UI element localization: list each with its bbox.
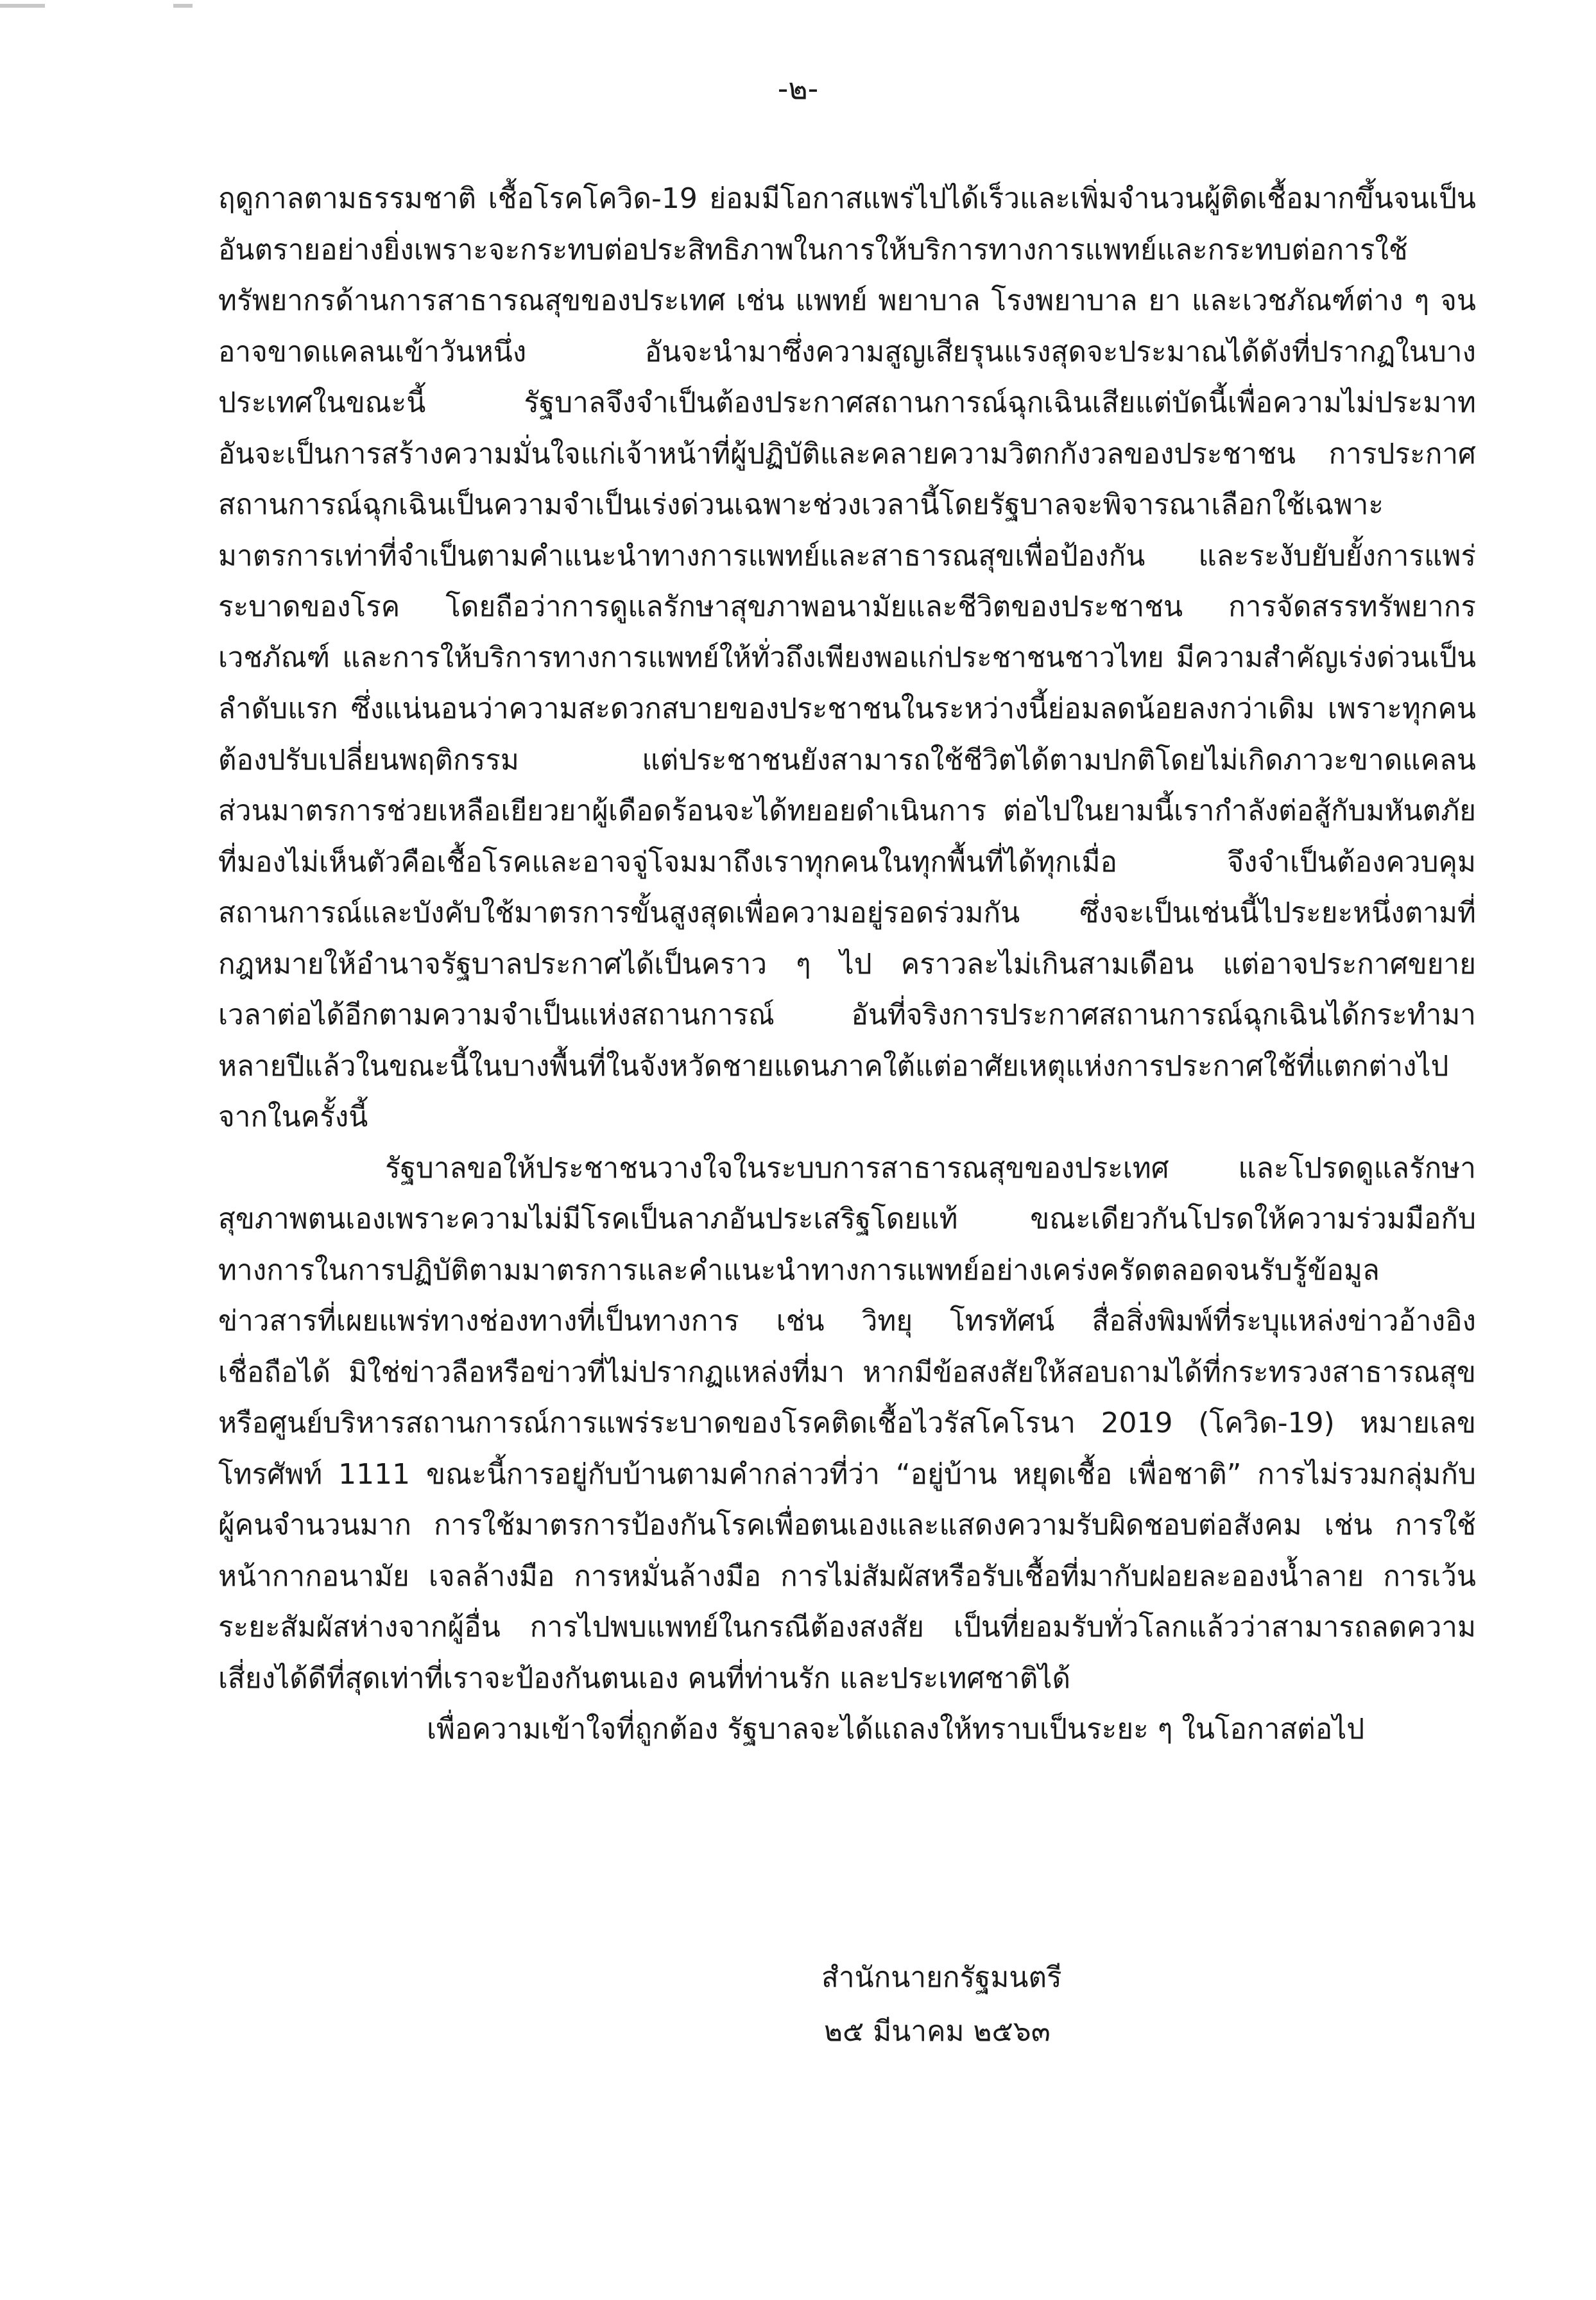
paragraph-line: โทรศัพท์ 1111 ขณะนี้การอยู่กับบ้านตามคำกล่าวที่ว่า “อยู่บ้าน หยุดเชื้อ เพื่อชาติ” การไม่รวมกลุ่มกับ: [218, 1457, 1476, 1491]
paragraph-line: ข่าวสารที่เผยแพร่ทางช่องทางที่เป็นทางการ เช่น วิทยุ โทรทัศน์ สื่อสิ่งพิมพ์ที่ระบุแหล่งข่าวอ้างอิง: [218, 1305, 1476, 1337]
paragraph-line: กฎหมายให้อำนาจรัฐบาลประกาศได้เป็นคราว ๆ ไป คราวละไม่เกินสามเดือน แต่อาจประกาศขยาย: [218, 947, 1476, 981]
paragraph-line: ต้องปรับเปลี่ยนพฤติกรรม แต่ประชาชนยังสามารถใช้ชีวิตได้ตามปกติโดยไม่เกิดภาวะขาดแคลน: [218, 743, 1476, 777]
document-body: [218, 173, 1476, 1755]
issue-date: ๒๕ มีนาคม ๒๕๖๓: [824, 2015, 1051, 2048]
paragraph-line: หรือศูนย์บริหารสถานการณ์การแพร่ระบาดของโรคติดเชื้อไวรัสโคโรนา 2019 (โควิด-19) หมายเลข: [218, 1407, 1476, 1439]
paragraph-line: ระบาดของโรค โดยถือว่าการดูแลรักษาสุขภาพอนามัยและชีวิตของประชาชน การจัดสรรทรัพยากร: [218, 590, 1476, 623]
scan-edge-mark: [0, 4, 45, 8]
paragraph-line: หลายปีแล้วในขณะนี้ในบางพื้นที่ในจังหวัดชายแดนภาคใต้แต่อาศัยเหตุแห่งการประกาศใช้ที่แตกต่างไป: [218, 1049, 1449, 1083]
paragraph-line: ที่มองไม่เห็นตัวคือเชื้อโรคและอาจจู่โจมมาถึงเราทุกคนในทุกพื้นที่ได้ทุกเมื่อ จึงจำเป็นต้องควบคุม: [218, 845, 1476, 879]
paragraph-line: ส่วนมาตรการช่วยเหลือเยียวยาผู้เดือดร้อนจะได้ทยอยดำเนินการ ต่อไปในยามนี้เรากำลังต่อสู้กับมหันตภัย: [218, 794, 1476, 827]
paragraph-line: ผู้คนจำนวนมาก การใช้มาตรการป้องกันโรคเพื่อตนเองและแสดงความรับผิดชอบต่อสังคม เช่น การใช้: [218, 1509, 1476, 1541]
issuing-office: สำนักนายกรัฐมนตรี: [821, 1961, 1062, 1994]
paragraph-line: ประเทศในขณะนี้ รัฐบาลจึงจำเป็นต้องประกาศสถานการณ์ฉุกเฉินเสียแต่บัดนี้เพื่อความไม่ประมาท: [218, 386, 1476, 419]
paragraph-line: จากในครั้งนี้: [218, 1101, 368, 1133]
paragraph-line: ฤดูกาลตามธรรมชาติ เชื้อโรคโควิด-19 ย่อมมีโอกาสแพร่ไปได้เร็วและเพิ่มจำนวนผู้ติดเชื้อมากขึ้นจนเป็น: [218, 182, 1476, 215]
paragraph-line: มาตรการเท่าที่จำเป็นตามคำแนะนำทางการแพทย์และสาธารณสุขเพื่อป้องกัน และระงับยับยั้งการแพร่: [218, 539, 1476, 572]
signature-block: [821, 1951, 1271, 2059]
paragraph-line: สถานการณ์และบังคับใช้มาตรการขั้นสูงสุดเพื่อความอยู่รอดร่วมกัน ซึ่งจะเป็นเช่นนี้ไประยะหนึ่งตามที่: [218, 897, 1476, 929]
paragraph-line: เวลาต่อได้อีกตามความจำเป็นแห่งสถานการณ์ อันที่จริงการประกาศสถานการณ์ฉุกเฉินได้กระทำมา: [218, 999, 1476, 1031]
paragraph-line: ระยะสัมผัสห่างจากผู้อื่น การไปพบแพทย์ในกรณีต้องสงสัย เป็นที่ยอมรับทั่วโลกแล้วว่าสามารถลดความ: [218, 1611, 1476, 1643]
paragraph-line: เวชภัณฑ์ และการให้บริการทางการแพทย์ให้ทั่วถึงเพียงพอแก่ประชาชนชาวไทย มีความสำคัญเร่งด่วนเป็น: [218, 641, 1476, 674]
paragraph-line: เชื่อถือได้ มิใช่ข่าวลือหรือข่าวที่ไม่ปรากฏแหล่งที่มา หากมีข้อสงสัยให้สอบถามได้ที่กระทรวงสาธารณสุข: [218, 1355, 1476, 1389]
scan-edge-mark: [173, 4, 193, 8]
paragraph-line: เสี่ยงได้ดีที่สุดเท่าที่เราจะป้องกันตนเอง คนที่ท่านรัก และประเทศชาติได้: [218, 1661, 1071, 1695]
paragraph-line: ทางการในการปฏิบัติตามมาตรการและคำแนะนำทางการแพทย์อย่างเคร่งครัดตลอดจนรับรู้ข้อมูล: [218, 1253, 1380, 1287]
paragraph-first-line: รัฐบาลขอให้ประชาชนวางใจในระบบการสาธารณสุขของประเทศ และโปรดดูแลรักษา: [385, 1151, 1476, 1185]
paragraph-line: ลำดับแรก ซึ่งแน่นอนว่าความสะดวกสบายของประชาชนในระหว่างนี้ย่อมลดน้อยลงกว่าเดิม เพราะทุกคน: [218, 692, 1476, 725]
closing-paragraph: เพื่อความเข้าใจที่ถูกต้อง รัฐบาลจะได้แถลงให้ทราบเป็นระยะ ๆ ในโอกาสต่อไป: [427, 1713, 1365, 1746]
paragraph-line: หน้ากากอนามัย เจลล้างมือ การหมั่นล้างมือ การไม่สัมผัสหรือรับเชื้อที่มากับฝอยละอองน้ำลาย การเว้น: [218, 1559, 1476, 1593]
paragraph-line: อาจขาดแคลนเข้าวันหนึ่ง อันจะนำมาซึ่งความสูญเสียรุนแรงสุดจะประมาณได้ดังที่ปรากฏในบาง: [218, 335, 1476, 368]
paragraph-line: สุขภาพตนเองเพราะความไม่มีโรคเป็นลาภอันประเสริฐโดยแท้ ขณะเดียวกันโปรดให้ความร่วมมือกับ: [218, 1203, 1476, 1235]
paragraph-line: ทรัพยากรด้านการสาธารณสุขของประเทศ เช่น แพทย์ พยาบาล โรงพยาบาล ยา และเวชภัณฑ์ต่าง ๆ จน: [218, 284, 1476, 317]
page-number: -๒-: [777, 71, 819, 106]
paragraph-line: สถานการณ์ฉุกเฉินเป็นความจำเป็นเร่งด่วนเฉพาะช่วงเวลานี้โดยรัฐบาลจะพิจารณาเลือกใช้เฉพาะ: [218, 488, 1384, 521]
paragraph-line: อันจะเป็นการสร้างความมั่นใจแก่เจ้าหน้าที่ผู้ปฏิบัติและคลายความวิตกกังวลของประชาชน การประกาศ: [218, 437, 1476, 470]
paragraph-line: อันตรายอย่างยิ่งเพราะจะกระทบต่อประสิทธิภาพในการให้บริการทางการแพทย์และกระทบต่อการใช้: [218, 233, 1408, 266]
